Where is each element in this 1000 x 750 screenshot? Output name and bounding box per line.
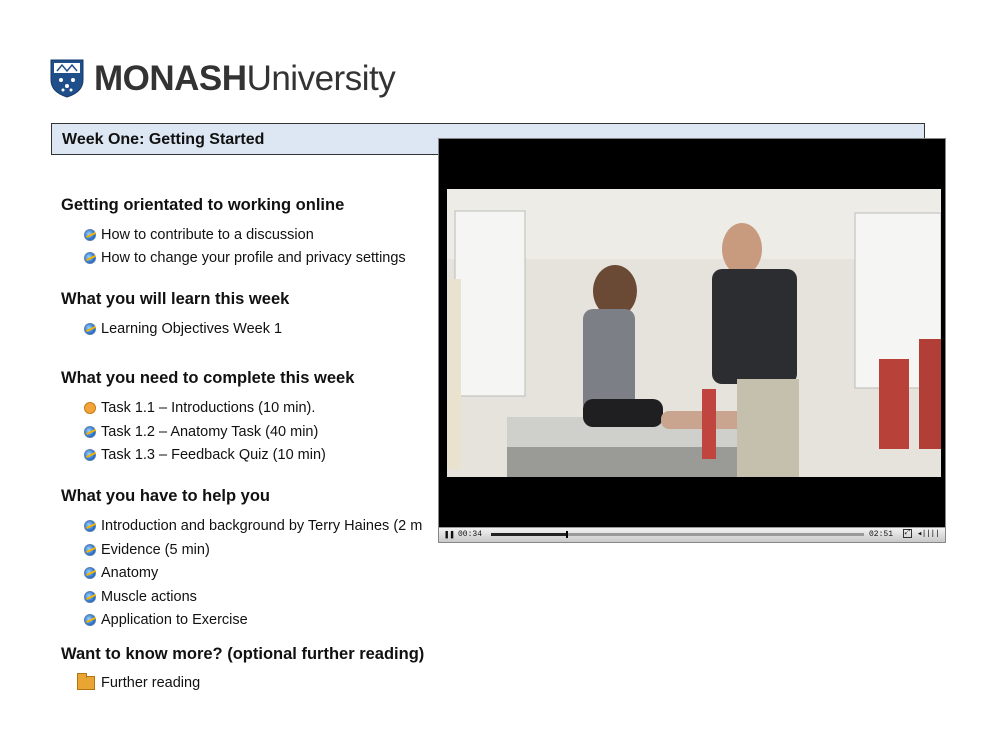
link-label: Task 1.3 – Feedback Quiz (10 min)	[101, 447, 326, 463]
ie-page-icon	[84, 426, 96, 438]
link-anatomy[interactable]	[84, 565, 158, 581]
seek-progress	[491, 533, 566, 536]
section-heading-learn: What you will learn this week	[61, 290, 290, 308]
ie-page-icon	[84, 567, 96, 579]
video-still-image	[447, 189, 941, 477]
link-intro-background[interactable]	[84, 518, 422, 534]
link-label: How to change your profile and privacy settings	[101, 250, 406, 266]
link-label: Task 1.2 – Anatomy Task (40 min)	[101, 424, 319, 440]
section-heading-help: What you have to help you	[61, 487, 271, 505]
link-muscle-actions[interactable]	[84, 589, 197, 605]
monash-logo	[48, 58, 395, 98]
ie-page-icon	[84, 544, 96, 556]
link-label: Anatomy	[101, 565, 159, 581]
seek-handle[interactable]	[566, 531, 568, 538]
link-further-reading[interactable]	[77, 675, 200, 691]
folder-icon	[77, 676, 95, 690]
week-title: Week One: Getting Started	[62, 131, 265, 148]
pause-button[interactable]: ❚❚	[444, 530, 455, 540]
link-learning-objectives[interactable]	[84, 321, 282, 337]
ie-page-icon	[84, 520, 96, 532]
link-task-1-3[interactable]	[84, 447, 326, 463]
link-label: Application to Exercise	[101, 612, 248, 628]
ie-page-icon	[84, 229, 96, 241]
fullscreen-icon[interactable]: ⤢	[904, 529, 911, 537]
link-profile-privacy[interactable]	[84, 250, 406, 266]
link-label: Learning Objectives Week 1	[101, 321, 283, 337]
seek-bar[interactable]	[491, 533, 864, 536]
video-controls	[439, 527, 945, 542]
link-evidence[interactable]	[84, 542, 210, 558]
ie-page-icon	[84, 591, 96, 603]
link-label: Task 1.1 – Introductions (10 min).	[101, 400, 316, 416]
ie-page-icon	[84, 614, 96, 626]
video-frame[interactable]	[447, 189, 941, 477]
link-label: Evidence (5 min)	[101, 542, 210, 558]
video-player[interactable]	[438, 138, 946, 543]
section-heading-further: Want to know more? (optional further reading)	[61, 645, 425, 663]
link-label: How to contribute to a discussion	[101, 227, 314, 243]
link-label: Muscle actions	[101, 589, 197, 605]
ie-page-icon	[84, 449, 96, 461]
link-label: Further reading	[101, 675, 201, 691]
forum-icon	[84, 402, 96, 414]
link-task-1-2[interactable]	[84, 424, 318, 440]
brand-name-bold: MONASH	[94, 58, 247, 98]
volume-icon[interactable]: ◂❘❘❘❘	[916, 529, 939, 539]
brand-wordmark	[94, 58, 396, 98]
monash-crest-icon	[48, 58, 86, 98]
current-time: 00:34	[458, 530, 483, 539]
link-task-1-1[interactable]	[84, 400, 315, 416]
link-application-exercise[interactable]	[84, 612, 248, 628]
link-contribute-discussion[interactable]	[84, 227, 314, 243]
section-heading-orientation: Getting orientated to working online	[61, 196, 345, 214]
link-label: Introduction and background by Terry Haines (2 m	[101, 518, 423, 534]
brand-name-light: University	[246, 58, 396, 98]
section-heading-complete: What you need to complete this week	[61, 369, 355, 387]
ie-page-icon	[84, 252, 96, 264]
ie-page-icon	[84, 323, 96, 335]
duration: 02:51	[868, 530, 893, 539]
